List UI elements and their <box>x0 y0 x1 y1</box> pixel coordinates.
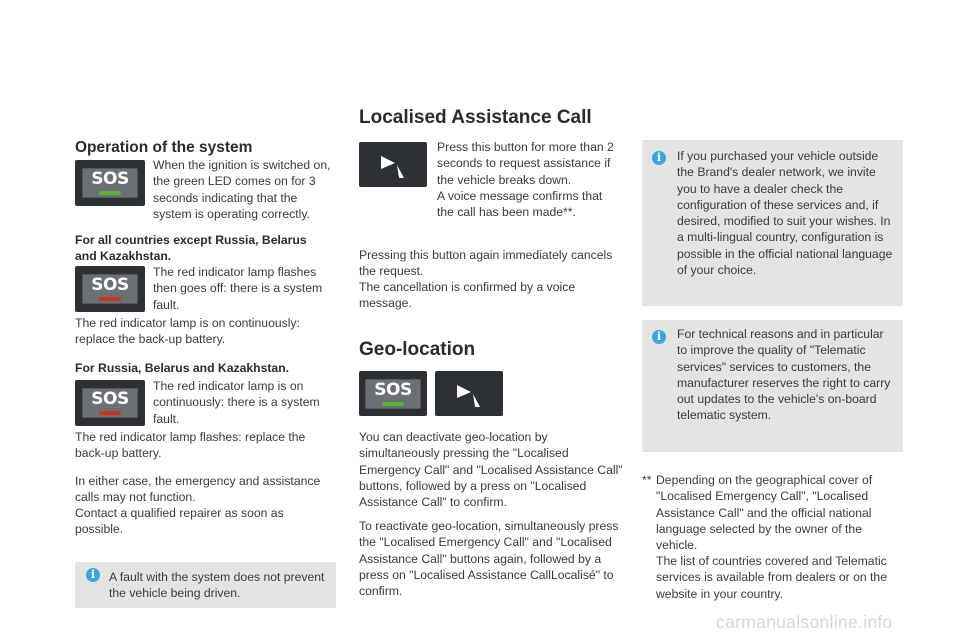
reactivate-text: To reactivate geo-location, simultaneously press the "Localised Emergency Call" and "Localised Assistance Call" buttons again, followed by a press on "Localised Assistance CallLocalisé" to confirm. <box>359 519 619 599</box>
info-icon: i <box>652 151 666 165</box>
section-title-operation: Operation of the system <box>75 139 253 156</box>
assistance-logo-icon <box>373 147 413 183</box>
either-case-text: In either case, the emergency and assistance calls may not function. <box>75 474 321 505</box>
section-title-geo: Geo-location <box>359 339 476 360</box>
deactivate-text: You can deactivate geo-location by simultaneously pressing the "Localised Emergency Call" and "Localised Assistance Call" buttons, followed by a press on "Localised Assistance Call" to confirm. <box>359 430 623 510</box>
red-on-text: The red indicator lamp is on continuously: there is a system fault. <box>153 379 320 426</box>
technical-note-box <box>642 320 903 452</box>
press-button-text: Press this button for more than 2 seconds to request assistance if the vehicle breaks down. <box>437 140 614 187</box>
russia-heading: For Russia, Belarus and Kazakhstan. <box>75 361 290 375</box>
watermark: carmanualsonline.info <box>716 612 893 632</box>
sos-label: SOS <box>91 169 129 189</box>
purchased-note-box <box>642 140 903 306</box>
cancel-confirm-text: The cancellation is confirmed by a voice message. <box>359 280 576 311</box>
repairer-text: Contact a qualified repairer as soon as possible. <box>75 506 284 537</box>
fault-note-text: A fault with the system does not prevent the vehicle being driven. <box>109 570 325 601</box>
sos-button-face <box>365 379 421 409</box>
info-icon: i <box>652 330 666 344</box>
green-led-icon <box>99 191 121 195</box>
assistance-button-geo <box>435 371 503 416</box>
sos-button-red-led <box>75 266 145 312</box>
green-led-icon <box>382 402 404 406</box>
red-led-icon <box>99 297 121 301</box>
sos-label: SOS <box>91 275 129 295</box>
assistance-button <box>359 142 427 187</box>
red-flash-text: The red indicator lamp flashes then goes off: there is a system fault. <box>153 265 323 312</box>
sos-button-geo <box>359 371 427 416</box>
red-led-icon <box>99 411 121 415</box>
sos-label: SOS <box>374 379 412 400</box>
sos-button-face <box>82 274 138 304</box>
red-flashes-text: The red indicator lamp flashes: replace the back-up battery. <box>75 430 306 461</box>
footnote-text: Depending on the geographical cover of "Localised Emergency Call", "Localised Assistance Call" and the official national language selected by the owner of the vehicle. <box>656 473 873 553</box>
sos-button-red-led-2 <box>75 380 145 426</box>
confirm-text: A voice message confirms that the call has been made**. <box>437 189 603 220</box>
technical-note-text: For technical reasons and in particular to improve the quality of "Telematic services" services to customers, the manufacturer reserves the right to carry out updates to the vehicle's on-board telematic system. <box>677 327 891 423</box>
sos-button-face <box>82 168 138 198</box>
fault-note-box <box>75 562 336 608</box>
except-heading: For all countries except Russia, Belarus and Kazakhstan. <box>75 233 307 264</box>
cancel-text: Pressing this button again immediately cancels the request. <box>359 248 613 279</box>
sos-button-green-led <box>75 160 145 206</box>
sos-button-face <box>82 388 138 418</box>
assistance-logo-icon <box>449 376 489 412</box>
section-title-localised: Localised Assistance Call <box>359 107 592 128</box>
info-icon: i <box>86 568 100 582</box>
purchased-note-text: If you purchased your vehicle outside the Brand's dealer network, we invite you to have a dealer check the configuration of these services and, if desired, modified to suit your wishes. In a multi-lingual country, configuration is possible in the official national language of your choice. <box>677 149 893 278</box>
footnote-mark: ** <box>642 473 652 487</box>
red-continuous-text: The red indicator lamp is on continuously: replace the back-up battery. <box>75 316 300 347</box>
sos-label: SOS <box>91 389 129 409</box>
green-led-text: When the ignition is switched on, the green LED comes on for 3 seconds indicating that the system is operating correctly. <box>153 158 331 221</box>
footnote-text-2: The list of countries covered and Telematic services is available from dealers or on the website in your country. <box>656 554 887 601</box>
